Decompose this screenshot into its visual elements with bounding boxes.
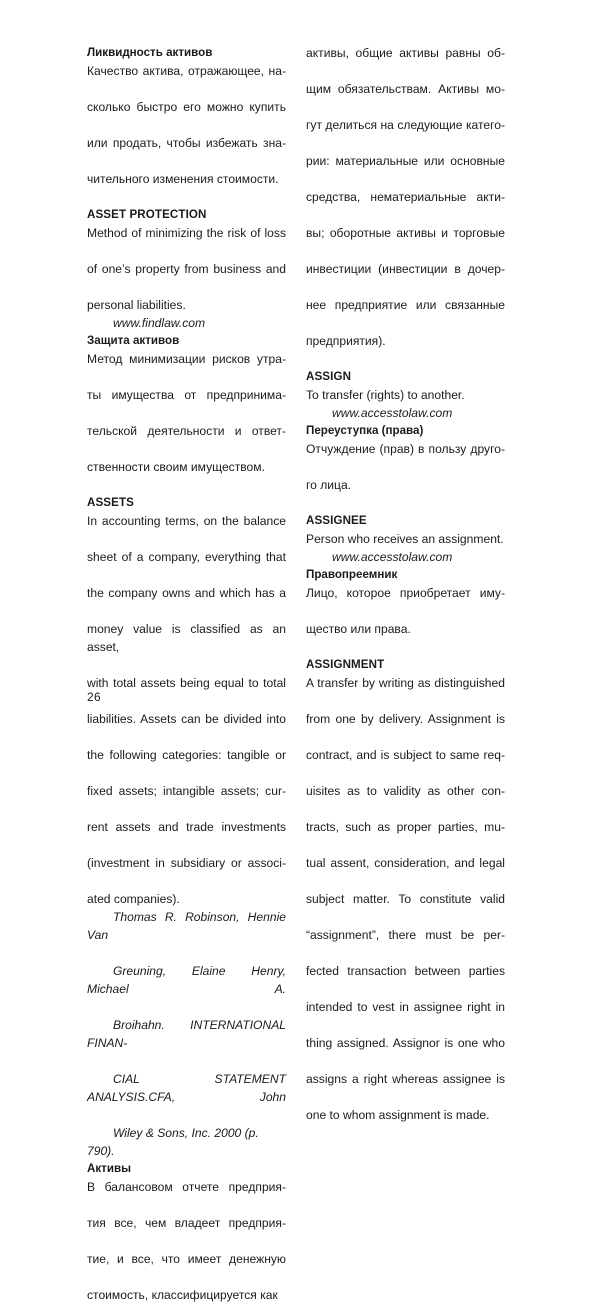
text-line: of one’s property from business and <box>87 262 286 276</box>
text-line: Метод минимизации рисков утра- <box>87 352 286 366</box>
text-line: one to whom assignment is made. <box>306 1108 490 1122</box>
text-line: tual assent, consideration, and legal <box>306 856 505 870</box>
entry-gap <box>87 476 286 494</box>
definition-assignment <box>306 674 505 1124</box>
text-line: сколько быстро его можно купить <box>87 100 286 114</box>
text-line: tracts, such as proper parties, mu- <box>306 820 505 834</box>
entry-gap <box>87 188 286 206</box>
headword-aktivy: Активы <box>87 1162 132 1175</box>
text-line: assigns a right whereas assignee is <box>306 1072 505 1086</box>
definition-asset-protection <box>87 224 286 314</box>
headword-pravopreemnik: Правопреемник <box>306 568 398 581</box>
text-line: Thomas R. Robinson, Hennie Van <box>87 910 286 942</box>
text-line: ты имущества от предпринима- <box>87 388 286 402</box>
headword-pereustupka-prava: Переуступка (права) <box>306 424 424 437</box>
text-line: uisites as to validity as other con- <box>306 784 505 798</box>
definition-zashchita-aktivov <box>87 350 286 476</box>
text-line: средства, нематериальные акти- <box>306 190 505 204</box>
text-line: contract, and is subject to same req- <box>306 748 505 762</box>
text-line: the company owns and which has a <box>87 586 286 600</box>
text-line: В балансовом отчете предприя- <box>87 1180 286 1194</box>
text-line: with total assets being equal to total <box>87 676 286 690</box>
text-line: Method of minimizing the risk of loss <box>87 226 286 240</box>
source-accesstolaw-assignee: www.accesstolaw.com <box>332 550 453 564</box>
headword-likvidnost-aktivov: Ликвидность активов <box>87 46 213 59</box>
text-line: “assignment”, there must be per- <box>306 928 505 942</box>
text-line: ated companies). <box>87 892 180 906</box>
text-line: intended to vest in assignee right in <box>306 1000 505 1014</box>
text-line: from one by delivery. Assignment is <box>306 712 505 726</box>
text-line: предприятия). <box>306 334 386 348</box>
headword-zashchita-aktivov: Защита активов <box>87 334 180 347</box>
text-line: liabilities. Assets can be divided into <box>87 712 286 726</box>
definition-aktivy-part2 <box>306 44 505 350</box>
left-text-column <box>87 44 286 1304</box>
page-number: 26 <box>87 690 101 704</box>
entry-gap <box>306 638 505 656</box>
headword-assignment: ASSIGNMENT <box>306 658 385 671</box>
text-line: щим обязательствам. Активы мо- <box>306 82 505 96</box>
text-line: Person who receives an assignment. <box>306 532 504 546</box>
text-line: стоимость, классифицируется как <box>87 1288 278 1302</box>
definition-assets <box>87 512 286 908</box>
text-line: нее предприятие или связанные <box>306 298 505 312</box>
text-line: тия все, чем владеет предприя- <box>87 1216 286 1230</box>
text-line: fixed assets; intangible assets; cur- <box>87 784 286 798</box>
text-line: Greuning, Elaine Henry, Michael A. <box>87 964 286 996</box>
text-line: money value is classified as an asset, <box>87 622 286 654</box>
text-line: тие, и все, что имеет денежную <box>87 1252 286 1266</box>
text-line: Отчуждение (прав) в пользу друго- <box>306 442 505 456</box>
text-line: ственности своим имуществом. <box>87 460 265 474</box>
text-line: (investment in subsidiary or associ- <box>87 856 286 870</box>
source-accesstolaw-assign: www.accesstolaw.com <box>332 406 453 420</box>
headword-asset-protection: ASSET PROTECTION <box>87 208 207 221</box>
text-line: чительного изменения стоимости. <box>87 172 279 186</box>
text-line: Wiley & Sons, Inc. 2000 (p. 790). <box>87 1126 259 1158</box>
text-line: или продать, чтобы избежать зна- <box>87 136 286 150</box>
text-line: rent assets and trade investments <box>87 820 286 834</box>
definition-assign <box>306 386 505 404</box>
headword-assignee: ASSIGNEE <box>306 514 367 527</box>
text-line: In accounting terms, on the balance <box>87 514 286 528</box>
text-line: subject matter. To constitute valid <box>306 892 505 906</box>
definition-aktivy-part1 <box>87 1178 286 1304</box>
text-line: Качество актива, отражающее, на- <box>87 64 286 78</box>
definition-likvidnost-aktivov <box>87 62 286 188</box>
text-line: рии: материальные или основные <box>306 154 505 168</box>
definition-pereustupka-prava <box>306 440 505 494</box>
headword-assign: ASSIGN <box>306 370 352 383</box>
text-line: гут делиться на следующие катего- <box>306 118 505 132</box>
entry-gap <box>306 494 505 512</box>
text-line: the following categories: tangible or <box>87 748 286 762</box>
text-line: го лица. <box>306 478 352 492</box>
right-text-column <box>306 44 505 1124</box>
text-line: sheet of a company, everything that <box>87 550 286 564</box>
text-line: инвестиции (инвестиции в дочер- <box>306 262 505 276</box>
headword-assets: ASSETS <box>87 496 134 509</box>
source-findlaw: www.findlaw.com <box>113 316 206 330</box>
text-line: активы, общие активы равны об- <box>306 46 505 60</box>
text-line: тельской деятельности и ответ- <box>87 424 286 438</box>
text-line: To transfer (rights) to another. <box>306 388 465 402</box>
text-line: вы; оборотные активы и торговые <box>306 226 505 240</box>
text-line: CIAL STATEMENT ANALYSIS.CFA, John <box>87 1072 286 1104</box>
text-line: Лицо, которое приобретает иму- <box>306 586 505 600</box>
definition-pravopreemnik <box>306 584 505 638</box>
text-line: A transfer by writing as distinguished <box>306 676 505 690</box>
text-line: Broihahn. INTERNATIONAL FINAN- <box>87 1018 286 1050</box>
text-line: thing assigned. Assignor is one who <box>306 1036 505 1050</box>
citation-robinson-cfa <box>87 908 286 1160</box>
entry-gap <box>306 350 505 368</box>
text-line: щество или права. <box>306 622 411 636</box>
text-line: personal liabilities. <box>87 298 186 312</box>
definition-assignee <box>306 530 505 548</box>
text-line: fected transaction between parties <box>306 964 505 978</box>
